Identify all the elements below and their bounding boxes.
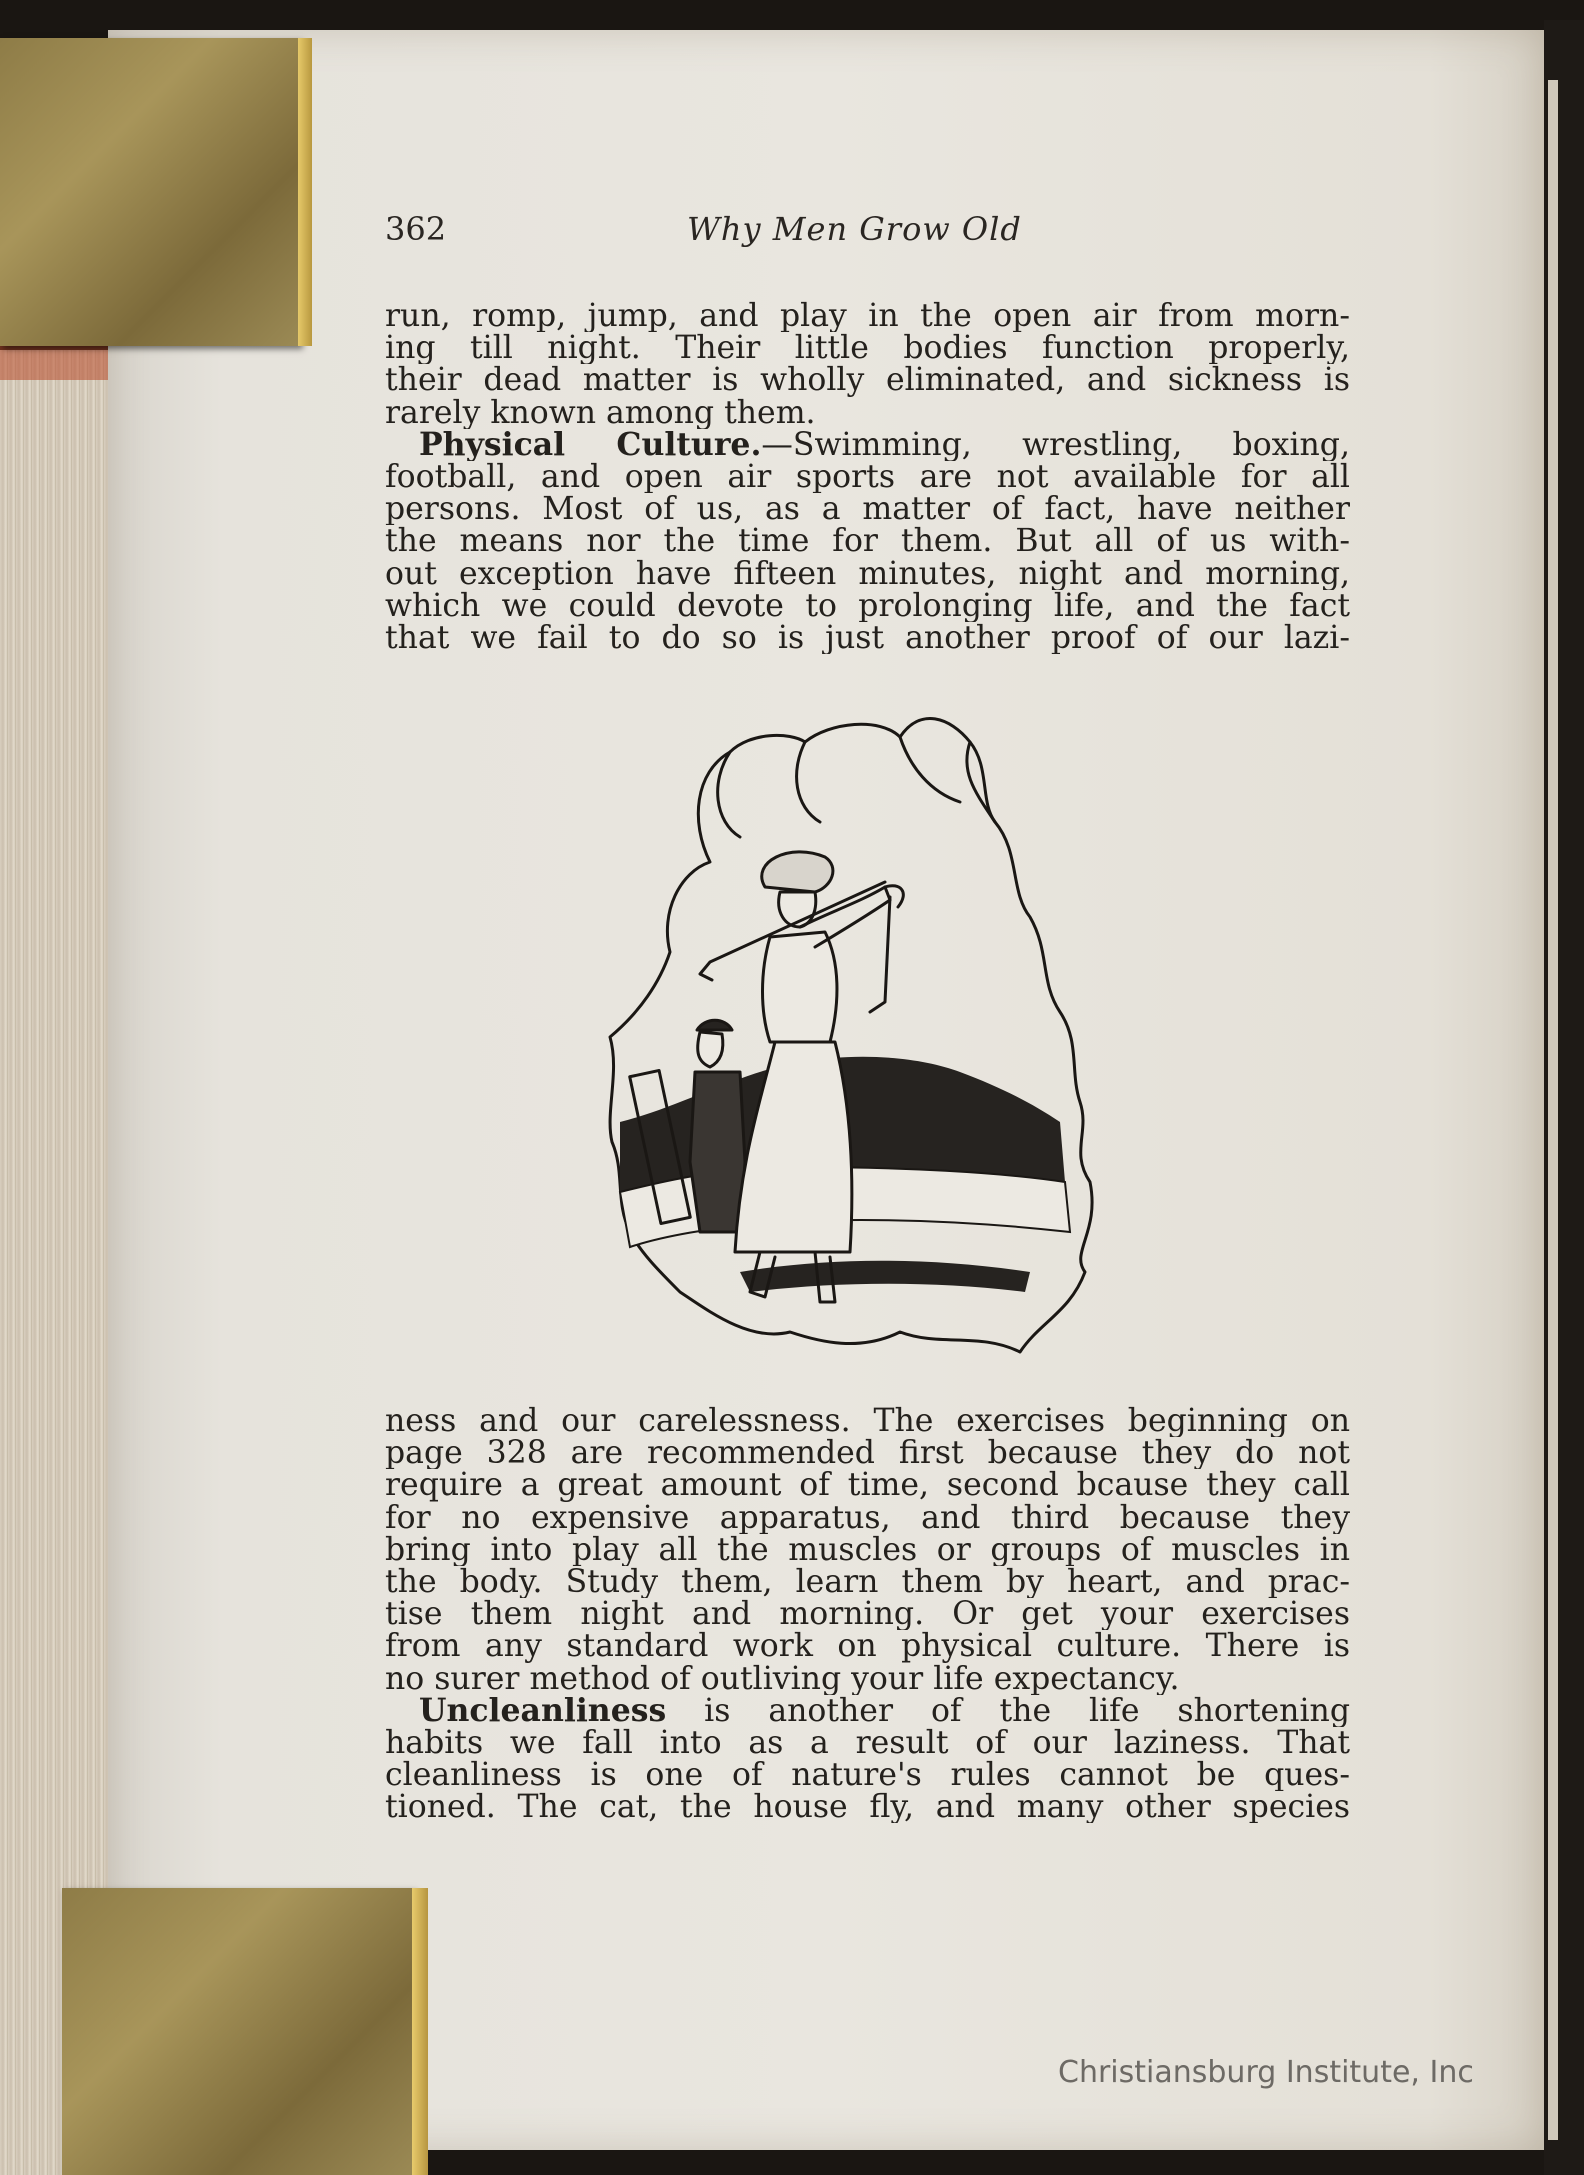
text-line: ing till night. Their little bodies function properly, [385, 332, 1350, 365]
text-line: from any standard work on physical culture. There is [385, 1630, 1350, 1663]
text-fragment: —Swimming, wrestling, boxing, [761, 428, 1350, 461]
text-line [385, 429, 1350, 461]
text-line: page 328 are recommended first because they do not [385, 1437, 1350, 1470]
golfer-illustration [600, 712, 1100, 1362]
page-corner-protector-top [0, 38, 300, 346]
running-title: Why Men Grow Old [687, 210, 1022, 248]
text-line: which we could devote to prolonging life, and the fact [385, 589, 1350, 622]
text-line [385, 1695, 1350, 1727]
text-line: bring into play all the muscles or groups of muscles in [385, 1533, 1350, 1566]
text-line: persons. Most of us, as a matter of fact, have neither [385, 493, 1350, 526]
text-line: the body. Study them, learn them by heart, and prac- [385, 1565, 1350, 1599]
text-line: football, and open air sports are not available for all [385, 460, 1350, 494]
section-heading-physical-culture: Physical Culture. [419, 428, 762, 461]
facing-page-edge [1544, 20, 1584, 2175]
text-fragment: is another of the life shortening [666, 1694, 1350, 1727]
text-block-bottom [385, 1405, 1350, 1823]
text-line: that we fail to do so is just another proof of our lazi- [385, 621, 1350, 655]
text-line: tise them night and morning. Or get your exercises [385, 1598, 1350, 1631]
text-line: the means nor the time for them. But all of us with- [385, 525, 1350, 558]
text-line: tioned. The cat, the house fly, and many other species [385, 1791, 1350, 1824]
running-header [385, 210, 1350, 260]
text-line: for no expensive apparatus, and third because they [385, 1501, 1350, 1534]
text-line: habits we fall into as a result of our laziness. That [385, 1726, 1350, 1760]
text-line: out exception have fifteen minutes, night and morning, [385, 557, 1350, 590]
section-heading-uncleanliness: Uncleanliness [419, 1694, 667, 1727]
text-line: cleanliness is one of nature's rules cannot be ques- [385, 1759, 1350, 1792]
text-line: rarely known among them. [385, 396, 816, 429]
page-corner-protector-bottom [62, 1888, 414, 2175]
watermark: Christiansburg Institute, Inc [1058, 2055, 1474, 2090]
text-line: run, romp, jump, and play in the open air from morn- [385, 300, 1350, 333]
text-line: no surer method of outliving your life expectancy. [385, 1662, 1180, 1695]
page-number: 362 [385, 210, 447, 248]
text-block-top [385, 300, 1350, 654]
text-line: require a great amount of time, second bcause they call [385, 1469, 1350, 1502]
text-line: their dead matter is wholly eliminated, and sickness is [385, 364, 1350, 397]
stack-red-edge [0, 340, 125, 380]
text-line: ness and our carelessness. The exercises beginning on [385, 1405, 1350, 1438]
